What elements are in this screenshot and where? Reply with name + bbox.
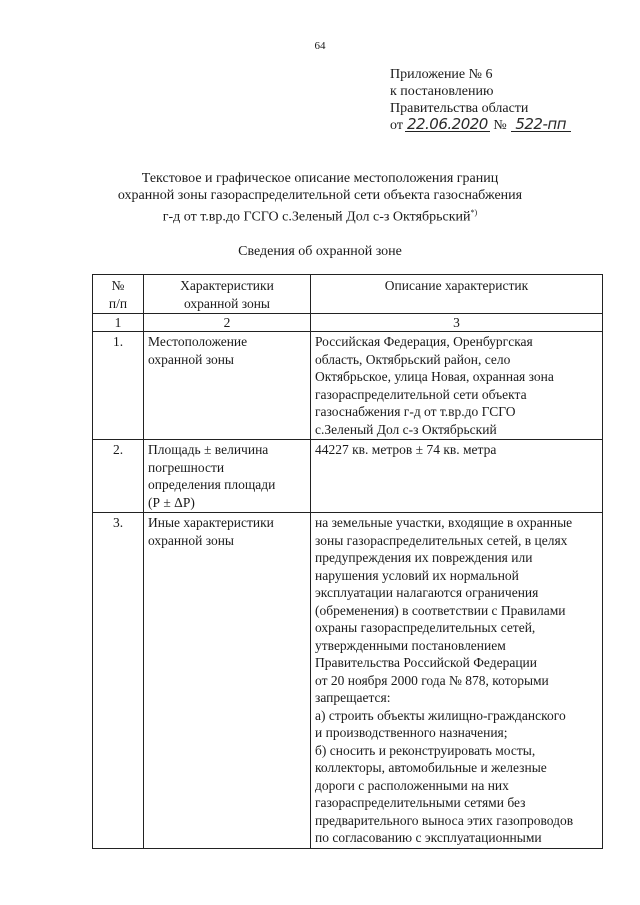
text-line: (Р ± ΔР) [148, 494, 195, 510]
title-line-1: Текстовое и графическое описание местоположения границ [141, 171, 499, 186]
appendix-line-1: Приложение № 6 [390, 67, 493, 82]
column-number-1: 1 [93, 314, 144, 332]
text-line: Правительства Российской Федерации [315, 655, 537, 670]
text-line: Описание характеристик [384, 278, 529, 293]
text-line: Местоположение [148, 334, 248, 349]
text-line: предупреждения их повреждения или [315, 550, 533, 565]
text-line: запрещается: [315, 690, 391, 705]
text-line: (обременения) в соответствии с Правилами [315, 602, 566, 618]
header-number [93, 275, 144, 314]
text-line: определения площади [148, 477, 276, 492]
text-line: Характеристики [180, 278, 274, 293]
text-line: по согласованию с эксплуатационными [315, 830, 542, 845]
handwritten-number: 522-пп [511, 117, 571, 132]
appendix-line-2: к постановлению [390, 84, 494, 99]
appendix-date-line [390, 117, 571, 134]
protection-zone-table [92, 274, 603, 849]
row-number: 1. [93, 332, 144, 440]
table-row [93, 513, 603, 849]
text-line: и производственного назначения; [315, 725, 508, 740]
text-line: охранной зоны [183, 295, 270, 311]
text-line: охранной зоны [148, 351, 235, 367]
table-header-row [93, 275, 603, 314]
table-body [93, 332, 603, 849]
appendix-block [390, 66, 571, 134]
column-number-3: 3 [311, 314, 603, 332]
text-line: эксплуатации налагаются ограничения [315, 585, 539, 600]
row-characteristic [144, 513, 311, 849]
text-line: область, Октябрьский район, село [315, 351, 511, 367]
text-line: газораспределительными сетями без [315, 795, 526, 810]
row-number: 2. [93, 440, 144, 513]
row-description [311, 440, 603, 513]
appendix-line-3: Правительства области [390, 101, 529, 116]
text-line: нарушения условий их нормальной [315, 567, 519, 583]
text-line: охраны газораспределительных сетей, [315, 620, 536, 635]
page-number: 64 [314, 40, 326, 52]
table-row [93, 440, 603, 513]
text-line: предварительного выноса этих газопроводов [315, 812, 574, 828]
text-line: газораспределительной сети объекта [315, 386, 527, 402]
text-line: утвержденными постановлением [315, 637, 506, 653]
text-line: Российская Федерация, Оренбургская [315, 334, 533, 349]
text-line: дороги с расположенными на них [315, 777, 509, 793]
column-number-row [93, 314, 603, 332]
text-line: коллекторы, автомобильные и железные [315, 760, 547, 775]
text-line: на земельные участки, входящие в охранные [315, 515, 573, 530]
row-number: 3. [93, 513, 144, 849]
text-line: с.Зеленый Дол с-з Октябрьский [315, 421, 497, 437]
table-row [93, 332, 603, 440]
title-line-2: охранной зоны газораспределительной сети объекта газоснабжения [117, 188, 523, 203]
text-line: зоны газораспределительных сетей, в целях [315, 532, 568, 548]
header-characteristic [144, 275, 311, 314]
title-line-3 [100, 204, 540, 226]
footnote-mark: *) [470, 208, 478, 217]
number-label: № [493, 118, 507, 133]
text-line: Площадь ± величина [148, 442, 269, 457]
section-subtitle: Сведения об охранной зоне [238, 244, 402, 259]
from-label: от [390, 118, 403, 133]
handwritten-date: 22.06.2020 [406, 115, 488, 133]
document-title [100, 170, 540, 226]
title-line-3-text: г-д от т.вр.до ГСГО с.Зеленый Дол с-з Октябрьский [162, 209, 471, 225]
text-line: газоснабжения г-д от т.вр.до ГСГО [315, 404, 516, 419]
row-characteristic [144, 440, 311, 513]
text-line: охранной зоны [148, 532, 235, 548]
text-line: Иные характеристики [148, 515, 274, 530]
text-line: б) сносить и реконструировать мосты, [315, 742, 536, 758]
text-line: Октябрьское, улица Новая, охранная зона [315, 369, 554, 384]
row-characteristic [144, 332, 311, 440]
text-line: а) строить объекты жилищно-гражданского [315, 707, 566, 723]
text-line: 44227 кв. метров ± 74 кв. метра [315, 442, 497, 457]
text-line: п/п [108, 295, 128, 311]
row-description [311, 332, 603, 440]
column-number-2: 2 [144, 314, 311, 332]
header-description [311, 275, 603, 314]
text-line: от 20 ноября 2000 года № 878, которыми [315, 672, 549, 688]
text-line: погрешности [148, 459, 225, 475]
row-description [311, 513, 603, 849]
text-line: № [111, 278, 125, 293]
